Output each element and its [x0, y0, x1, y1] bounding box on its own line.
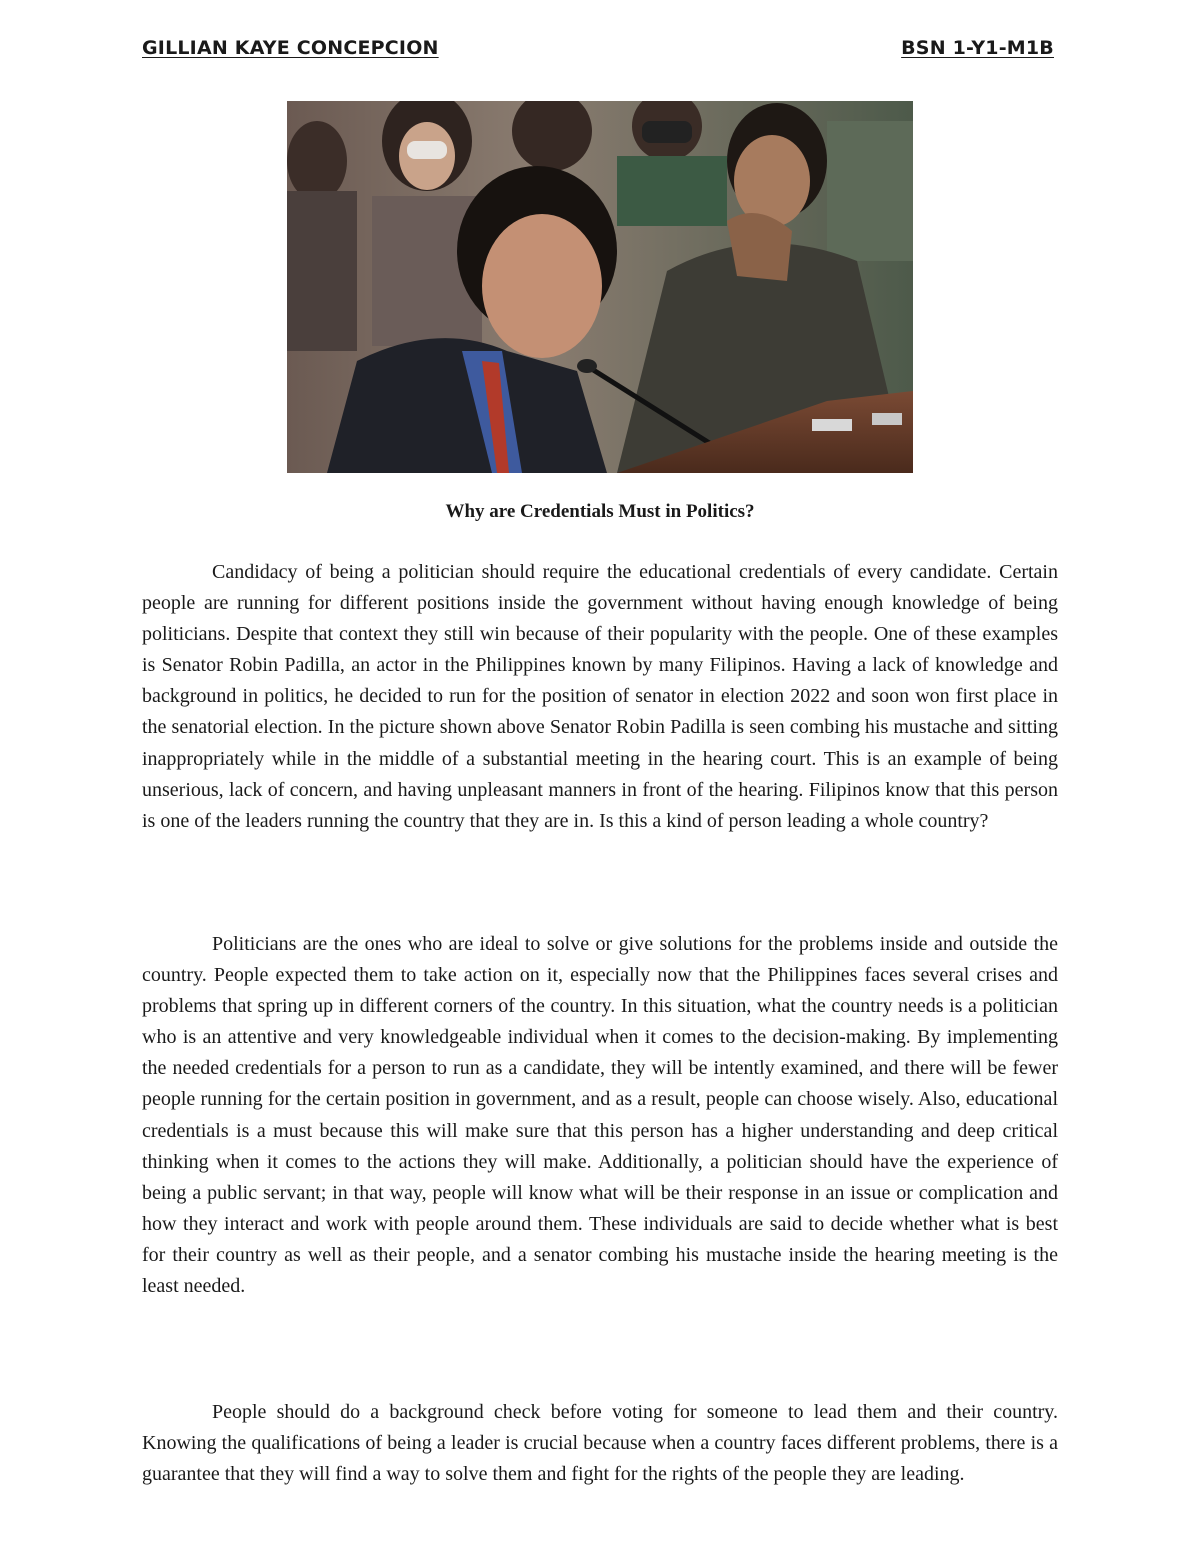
author-name: GILLIAN KAYE CONCEPCION [142, 37, 439, 59]
hearing-photo [287, 101, 913, 473]
paragraph-3: People should do a background check before voting for someone to lead them and their country. Knowing the qualifications of being a leader is crucial because when a country faces different problems, there is a guarantee that they will find a way to solve them and fight for the rights of the people they are leading. [142, 1401, 1058, 1486]
paragraph-1: Candidacy of being a politician should require the educational credentials of every candidate. Certain people are running for different positions inside the government without having enough knowledge of being politicians. Despite that context they still win because of their popularity with the people. One of these examples is Senator Robin Padilla, an actor in the Philippines known by many Filipinos. Having a lack of knowledge and background in politics, he decided to run for the position of senator in election 2022 and soon won first place in the senatorial election. In the picture shown above Senator Robin Padilla is seen combing his mustache and sitting inappropriately while in the middle of a substantial meeting in the hearing court. This is an example of being unserious, lack of concern, and having unpleasant manners in front of the hearing. Filipinos know that this person is one of the leaders running the country that they are in. Is this a kind of person leading a whole country? [142, 561, 1058, 832]
paragraph-2: Politicians are the ones who are ideal to solve or give solutions for the problems inside and outside the country. People expected them to take action on it, especially now that the Philippines faces several crises and problems that spring up in different corners of the country. In this situation, what the country needs is a politician who is an attentive and very knowledgeable individual when it comes to the decision-making. By implementing the needed credentials for a person to run as a candidate, they will be intently examined, and there will be fewer people running for the certain position in government, and as a result, people can choose wisely. Also, educational credentials is a must because this will make sure that this person has a higher understanding and deep critical thinking when it comes to the actions they will make. Additionally, a politician should have the experience of being a public servant; in that way, people will know what will be their response in an issue or complication and how they interact and work with people around them. These individuals are said to decide whether what is best for their country as well as their people, and a senator combing his mustache inside the hearing meeting is the least needed. [142, 933, 1058, 1298]
essay-title: Why are Credentials Must in Politics? [445, 501, 755, 522]
photo-illustration [287, 101, 913, 473]
section-code: BSN 1-Y1-M1B [901, 37, 1054, 59]
page-header [142, 34, 1054, 62]
